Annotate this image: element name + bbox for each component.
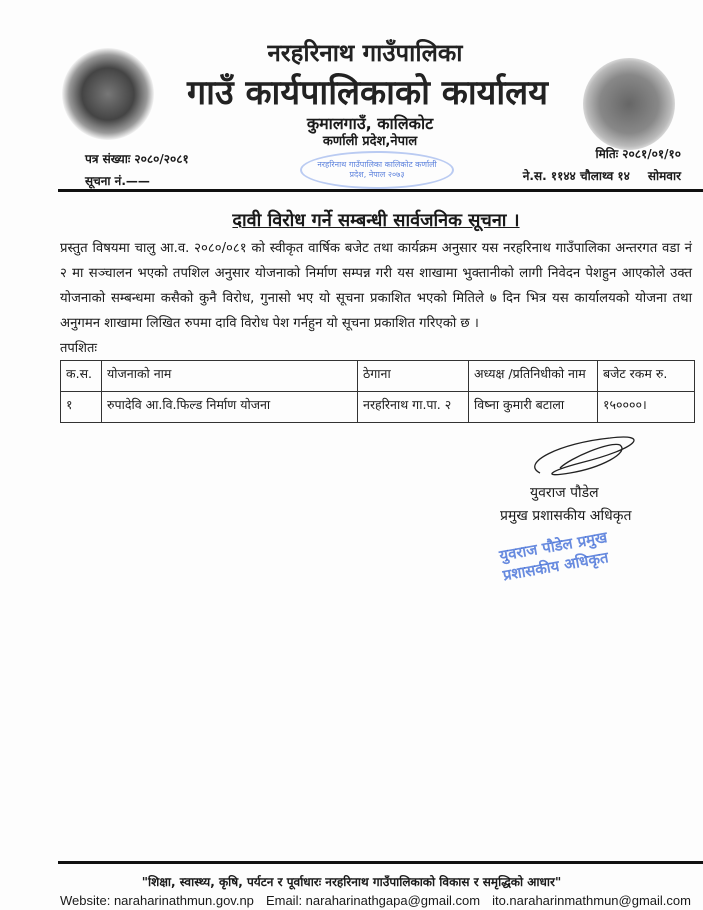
table-row [61, 392, 695, 423]
notice-body: प्रस्तुत विषयमा चालु आ.व. २०८०/०८१ को स्वीकृत वार्षिक बजेट तथा कार्यक्रम अनुसार यस नरहरिनाथ गाउँपालिका अन्तरगत वडा नं २ मा सञ्चालन भएको तपशिल अनुसार योजनाको निर्माण सम्पन्न गरी यस शाखामा भुक्तानीको लागी निवेदन पेशहुन आएकोले उक्त योजनाको सम्बन्धमा कसैको कुनै विरोध, गुनासो भए यो सूचना प्रकाशित भएको मितिले ७ दिन भित्र यस कार्यालयको योजना तथा अनुगमन शाखामा लिखित रुपमा दावि विरोध पेश गर्नहुन यो सूचना प्रकाशित गरिएको छ । [60, 241, 692, 331]
date-block [523, 145, 681, 184]
cell-project-name: रुपादेवि आ.वि.फिल्ड निर्माण योजना [102, 392, 358, 423]
signature-stamp [498, 517, 672, 586]
signatory-name: युवराज पौडेल [530, 485, 599, 501]
header-cell: क.स. [61, 361, 102, 392]
footer-divider [58, 861, 703, 864]
footer-motto: "शिक्षा, स्वास्थ्य, कृषि, पर्यटन र पूर्वाधारः नरहरिनाथ गाउँपालिकाको विकास र समृद्धिको आधार" [141, 875, 562, 889]
signatory-title: प्रमुख प्रशासकीय अधिकृत [500, 508, 632, 524]
footer-email-2: ito.naraharinmathmun@gmail.com [492, 893, 691, 908]
handwritten-signature [520, 433, 650, 483]
header-cell: बजेट रकम रु. [598, 361, 695, 392]
office-name: गाउँ कार्यपालिकाको कार्यालय [187, 73, 548, 113]
header-cell: ठेगाना [358, 361, 469, 392]
header-divider [58, 189, 703, 192]
footer-contacts [60, 893, 691, 908]
cell-chairperson: विष्ना कुमारी बटाला [469, 392, 598, 423]
letter-number: पत्र संख्याः २०८०/२०८१ [85, 152, 189, 166]
address-line1: कुमालगाउँ, कालिकोट [306, 114, 434, 133]
municipality-name: नरहरिनाथ गाउँपालिका [267, 39, 463, 67]
address-line2: कर्णाली प्रदेश,नेपाल [322, 134, 418, 149]
cell-serial: १ [61, 392, 102, 423]
notice-title: दावी विरोध गर्ने सम्बन्धी सार्वजनिक सूचना । [232, 210, 520, 231]
footer-email: Email: naraharinathgapa@gmail.com [265, 893, 481, 908]
nepal-sambat-date: ने.स. ११४४ चौलाथ्व १४ [522, 169, 630, 183]
notice-number: सूचना नं.—— [85, 174, 150, 188]
nepal-emblem-logo [62, 48, 154, 140]
notice-content [60, 208, 692, 585]
project-table [60, 360, 695, 423]
signature-block [497, 433, 690, 585]
header-cell: योजनाको नाम [102, 361, 358, 392]
reference-block [85, 150, 189, 189]
details-label: तपशितः [60, 341, 98, 356]
weekday: सोमवार [647, 169, 681, 183]
date-row [523, 167, 681, 184]
municipality-logo [583, 58, 675, 150]
footer-website: Website: naraharinathmun.gov.np [60, 893, 254, 908]
cell-budget: १५००००। [598, 392, 695, 423]
office-stamp [300, 151, 454, 189]
office-stamp-text: नरहरिनाथ गाउँपालिका कालिकोट कर्णाली प्रदेश, नेपाल २०७३ [317, 160, 437, 179]
cell-address: नरहरिनाथ गा.पा. २ [358, 392, 469, 423]
date: मितिः २०८१/०१/१० [595, 147, 681, 161]
signature-stamp-text: युवराज पौडेल प्रमुख प्रशासकीय अधिकृत [497, 528, 610, 585]
table-header-row [61, 361, 695, 392]
header-cell: अध्यक्ष /प्रतिनिधीको नाम [469, 361, 598, 392]
